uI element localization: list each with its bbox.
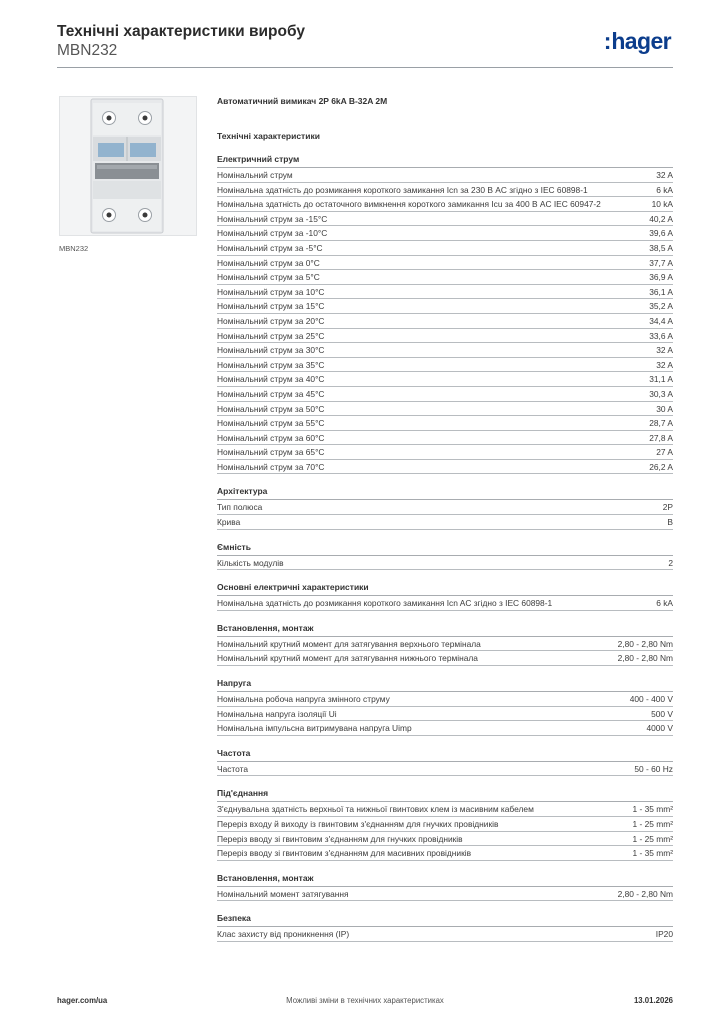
spec-row (217, 846, 673, 861)
spec-value: 36,9 A (649, 272, 673, 283)
spec-label: Номінальний струм за 70°C (217, 461, 325, 472)
spec-value: 50 - 60 Hz (634, 763, 673, 774)
spec-row (217, 927, 673, 942)
spec-row (217, 212, 673, 227)
spec-section (217, 622, 673, 666)
spec-row (217, 637, 673, 652)
spec-row (217, 416, 673, 431)
spec-row (217, 445, 673, 460)
spec-section (217, 747, 673, 777)
spec-value: 37,7 A (649, 257, 673, 268)
hager-logo: :hager (603, 28, 671, 54)
spec-section (217, 787, 673, 860)
spec-label: Тип полюса (217, 502, 263, 513)
spec-label: Номінальний струм за -10°C (217, 228, 328, 239)
section-title: Встановлення, монтаж (217, 622, 673, 637)
spec-value: 30,3 A (649, 388, 673, 399)
spec-label: Номінальна напруга ізоляції Ui (217, 708, 337, 719)
section-title: Під'єднання (217, 787, 673, 802)
spec-label: Номінальний струм за 20°C (217, 315, 325, 326)
image-caption: MBN232 (59, 244, 89, 253)
spec-label: Номінальний струм за 30°C (217, 345, 325, 356)
spec-value: 39,6 A (649, 228, 673, 239)
spec-row (217, 887, 673, 902)
spec-label: Номінальний струм (217, 170, 293, 180)
spec-label: Переріз вводу зі гвинтовим з'єднанням для масивних провідників (217, 848, 472, 859)
circuit-breaker-icon (60, 97, 196, 235)
spec-value: 6 kA (656, 184, 673, 195)
spec-value: 10 kA (651, 199, 673, 210)
spec-value: 4000 V (646, 723, 673, 734)
spec-label: Крива (217, 517, 241, 528)
spec-row (217, 387, 673, 402)
spec-row (217, 183, 673, 198)
spec-label: Переріз входу й виходу із гвинтовим з'єднанням для гнучких провідників (217, 819, 499, 829)
spec-value: B (667, 517, 673, 528)
spec-value: 34,4 A (649, 315, 673, 326)
spec-section (217, 153, 673, 474)
spec-row (217, 314, 673, 329)
spec-value: 31,1 A (649, 374, 673, 385)
spec-row (217, 299, 673, 314)
spec-value: 1 - 25 mm² (632, 833, 673, 844)
spec-row (217, 707, 673, 722)
footer-url[interactable]: hager.com/ua (57, 996, 108, 1005)
spec-row (217, 802, 673, 817)
spec-label: Номінальний струм за 40°C (217, 374, 325, 385)
spec-sections (217, 153, 673, 942)
spec-label: Номінальний струм за 45°C (217, 388, 325, 399)
spec-value: 40,2 A (649, 213, 673, 224)
spec-value: 2P (662, 502, 673, 513)
spec-row (217, 460, 673, 475)
spec-label: Номінальний струм за 10°C (217, 286, 325, 297)
spec-value: 35,2 A (649, 301, 673, 312)
spec-label: Номінальний крутний момент для затягування нижнього термінала (217, 653, 478, 664)
spec-section (217, 872, 673, 902)
spec-label: Номінальний струм за 65°C (217, 447, 325, 458)
spec-section (217, 912, 673, 942)
spec-value: 2,80 - 2,80 Nm (617, 638, 673, 649)
spec-label: Номінальний струм за 50°C (217, 403, 325, 414)
spec-section (217, 485, 673, 529)
spec-value: 2,80 - 2,80 Nm (617, 888, 673, 899)
spec-row (217, 168, 673, 183)
spec-section (217, 581, 673, 611)
section-title: Безпека (217, 912, 673, 927)
spec-row (217, 500, 673, 515)
spec-value: 6 kA (656, 598, 673, 609)
spec-value: 27,8 A (649, 432, 673, 443)
spec-row (217, 817, 673, 832)
spec-label: З'єднувальна здатність верхньої та нижньої гвинтових клем із масивним кабелем (217, 804, 534, 815)
product-image (59, 96, 197, 236)
spec-row (217, 343, 673, 358)
spec-label: Переріз вводу зі гвинтовим з'єднанням для гнучких провідників (217, 833, 463, 844)
spec-label: Номінальний струм за 25°C (217, 330, 325, 341)
spec-value: 30 A (656, 403, 673, 414)
footer-date: 13.01.2026 (633, 996, 673, 1005)
spec-value: 36,1 A (649, 286, 673, 297)
spec-value: 32 A (656, 345, 673, 356)
spec-value: 38,5 A (649, 242, 673, 253)
spec-row (217, 329, 673, 344)
spec-label: Клас захисту від проникнення (IP) (217, 929, 350, 940)
spec-value: 32 A (656, 359, 673, 370)
spec-row (217, 651, 673, 666)
spec-row (217, 832, 673, 847)
product-name: Автоматичний вимикач 2P 6kA B-32A 2M (217, 96, 388, 106)
spec-value: 400 - 400 V (629, 694, 673, 705)
spec-value: IP20 (655, 929, 673, 940)
spec-row (217, 556, 673, 571)
spec-row (217, 197, 673, 212)
spec-row (217, 270, 673, 285)
spec-label: Номінальний струм за -5°C (217, 242, 323, 253)
spec-row (217, 256, 673, 271)
spec-value: 1 - 35 mm² (632, 848, 673, 859)
spec-label: Номінальний момент затягування (217, 888, 349, 899)
spec-label: Кількість модулів (217, 557, 284, 568)
section-title: Архітектура (217, 485, 673, 500)
logo-colon-icon: : (603, 28, 611, 54)
spec-label: Номінальна здатність до розмикання короткого замикання Icn за 230 В AC згідно з IEC 60898-1 (217, 184, 588, 195)
spec-value: 2 (668, 557, 673, 568)
spec-row (217, 596, 673, 611)
spec-label: Номінальний струм за 15°C (217, 301, 325, 312)
spec-value: 26,2 A (649, 461, 673, 472)
spec-value: 32 A (656, 170, 673, 180)
spec-label: Номінальний струм за 35°C (217, 359, 325, 370)
spec-label: Номінальний крутний момент для затягування верхнього термінала (217, 638, 481, 649)
footer-note: Можливі зміни в технічних характеристиках (286, 996, 444, 1005)
spec-row (217, 431, 673, 446)
section-title: Напруга (217, 677, 673, 692)
spec-content (217, 95, 673, 942)
spec-label: Номінальна здатність до розмикання короткого замикання Icn AC згідно з IEC 60898-1 (217, 598, 553, 609)
spec-label: Номінальна імпульсна витримувана напруга Uimp (217, 723, 412, 734)
spec-label: Номінальний струм за 5°C (217, 272, 320, 283)
spec-row (217, 226, 673, 241)
spec-row (217, 285, 673, 300)
spec-label: Частота (217, 763, 249, 774)
spec-row (217, 721, 673, 736)
section-title: Ємність (217, 541, 673, 556)
spec-value: 2,80 - 2,80 Nm (617, 653, 673, 664)
spec-label: Номінальний струм за 0°C (217, 257, 320, 268)
tech-heading: Технічні характеристики (217, 131, 320, 141)
section-title: Основні електричні характеристики (217, 581, 673, 596)
spec-row (217, 372, 673, 387)
spec-row (217, 358, 673, 373)
section-title: Встановлення, монтаж (217, 872, 673, 887)
spec-section (217, 677, 673, 736)
spec-value: 28,7 A (649, 418, 673, 429)
spec-label: Номінальний струм за 55°C (217, 418, 325, 429)
section-title: Частота (217, 747, 673, 762)
spec-row (217, 515, 673, 530)
section-title: Електричний струм (217, 153, 673, 168)
spec-value: 1 - 35 mm² (632, 804, 673, 815)
spec-label: Номінальна здатність до остаточного вимкнення короткого замикання Icu за 400 В AC IEC 60947-2 (217, 199, 601, 210)
spec-label: Номінальний струм за -15°C (217, 213, 328, 224)
page-header (57, 22, 673, 68)
spec-value: 500 V (651, 708, 673, 719)
page-title: Технічні характеристики виробу (57, 23, 305, 40)
spec-value: 1 - 25 mm² (632, 819, 673, 829)
spec-value: 33,6 A (649, 330, 673, 341)
spec-row (217, 402, 673, 417)
product-code: MBN232 (57, 42, 118, 59)
spec-row (217, 692, 673, 707)
spec-label: Номінальна робоча напруга змінного струму (217, 694, 390, 705)
spec-row (217, 762, 673, 777)
spec-value: 27 A (656, 447, 673, 458)
spec-section (217, 541, 673, 571)
spec-label: Номінальний струм за 60°C (217, 432, 325, 443)
spec-row (217, 241, 673, 256)
